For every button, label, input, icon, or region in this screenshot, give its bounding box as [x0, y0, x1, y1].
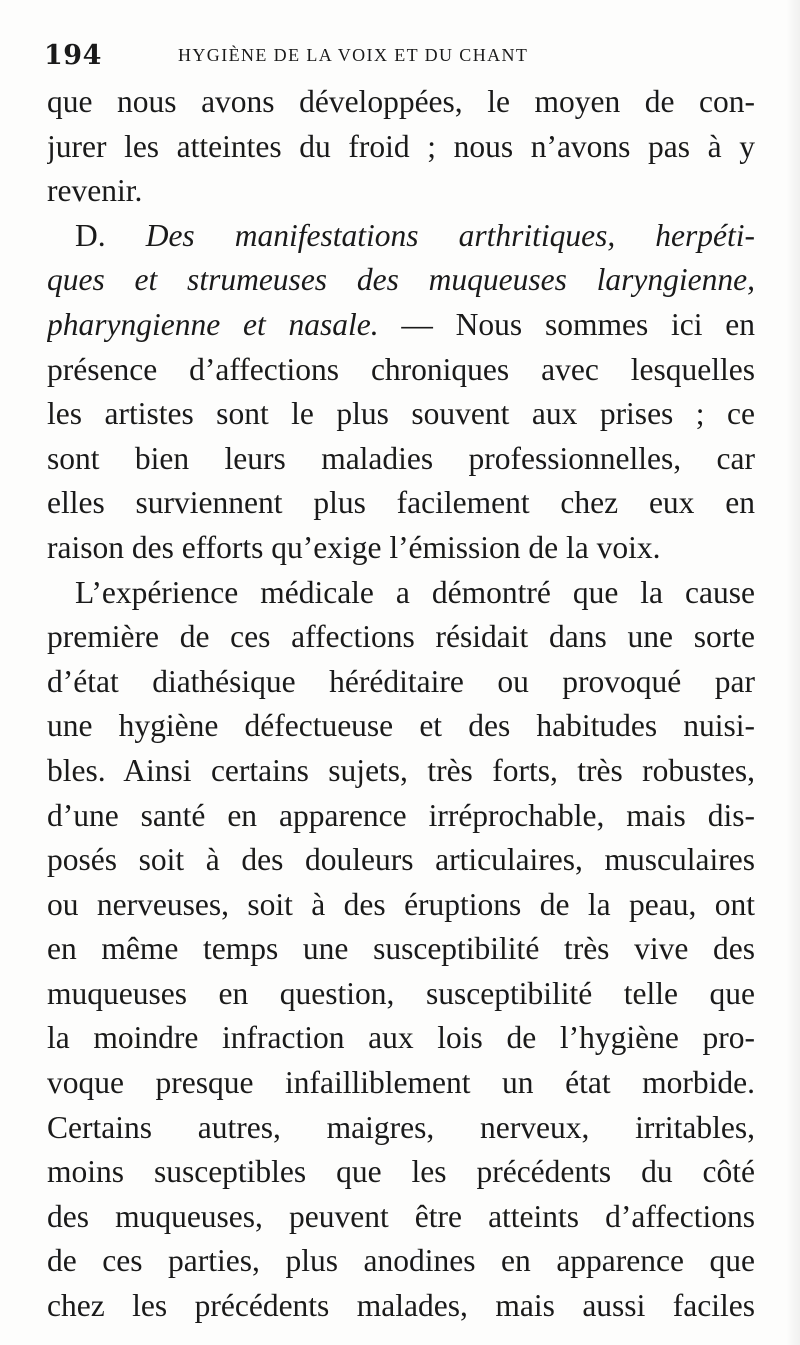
text-segment: Certains autres, maigres, nerveux, irritables, — [47, 1109, 755, 1145]
text-line — [47, 794, 755, 839]
text-segment: la moindre infraction aux lois de l’hygiène pro- — [47, 1020, 755, 1056]
text-segment: raison des efforts qu’exige l’émission de la voix. — [47, 529, 661, 565]
text-line — [47, 169, 755, 214]
text-segment: elles surviennent plus facilement chez eux en — [47, 485, 755, 521]
text-segment: d’état diathésique héréditaire ou provoqué par — [47, 663, 755, 699]
text-segment: ou nerveuses, soit à des éruptions de la peau, ont — [47, 886, 755, 922]
text-segment: que nous avons développées, le moyen de con- — [47, 84, 755, 119]
italic-text: pharyngienne et nasale. — [47, 306, 379, 342]
text-segment: posés soit à des douleurs articulaires, musculaires — [47, 842, 755, 878]
text-line — [47, 927, 755, 972]
text-segment: une hygiène défectueuse et des habitudes nuisi- — [47, 708, 755, 744]
text-line — [47, 437, 755, 482]
page-edge-shadow — [786, 0, 800, 1345]
text-segment: présence d’affections chroniques avec lesquelles — [47, 351, 755, 387]
text-line — [47, 80, 755, 125]
text-line — [47, 481, 755, 526]
text-line — [47, 1061, 755, 1106]
text-segment: revenir. — [47, 173, 143, 209]
running-header — [44, 40, 764, 76]
text-segment: bles. Ainsi certains sujets, très forts, très robustes, — [47, 752, 755, 788]
running-title: HYGIÈNE DE LA VOIX ET DU CHANT — [178, 45, 529, 65]
text-segment: première de ces affections résidait dans une sorte — [47, 619, 755, 655]
italic-text: Des manifestations arthritiques, herpéti- — [145, 217, 755, 253]
text-segment: muqueuses en question, susceptibilité telle que — [47, 975, 755, 1011]
text-line — [47, 125, 755, 170]
text-segment: — Nous sommes ici en — [378, 306, 755, 342]
text-line — [47, 1284, 755, 1329]
text-segment: moins susceptibles que les précédents du côté — [47, 1154, 755, 1190]
text-line — [47, 258, 755, 303]
text-segment: de ces parties, plus anodines en apparence que — [47, 1243, 755, 1279]
text-line — [47, 1106, 755, 1151]
text-segment: L’expérience médicale a démontré que la cause — [75, 574, 755, 610]
text-line — [47, 838, 755, 883]
text-segment: sont bien leurs maladies professionnelles, car — [47, 440, 755, 476]
text-segment: chez les précédents malades, mais aussi faciles — [47, 1288, 755, 1324]
text-segment: en même temps une susceptibilité très vive des — [47, 931, 755, 967]
text-line — [47, 972, 755, 1017]
text-segment: D. — [75, 217, 146, 253]
text-line — [47, 615, 755, 660]
text-segment: des muqueuses, peuvent être atteints d’affections — [47, 1198, 755, 1234]
text-line — [47, 883, 755, 928]
text-line — [47, 1150, 755, 1195]
text-line — [47, 526, 755, 571]
text-line — [47, 660, 755, 705]
text-line — [47, 214, 755, 259]
text-segment: jurer les atteintes du froid ; nous n’avons pas à y — [47, 128, 755, 164]
text-segment: d’une santé en apparence irréprochable, mais dis- — [47, 797, 755, 833]
text-line — [47, 303, 755, 348]
text-line — [47, 1195, 755, 1240]
text-line — [47, 348, 755, 393]
page-number: 194 — [44, 40, 102, 71]
text-line — [47, 392, 755, 437]
text-segment: les artistes sont le plus souvent aux prises ; ce — [47, 396, 755, 432]
text-line — [47, 1239, 755, 1284]
italic-text: ques et strumeuses des muqueuses laryngienne, — [47, 262, 755, 298]
body-text — [47, 80, 755, 1329]
text-line — [47, 1016, 755, 1061]
text-segment: voque presque infailliblement un état morbide. — [47, 1065, 755, 1101]
text-line — [47, 704, 755, 749]
text-line — [47, 571, 755, 616]
text-line — [47, 749, 755, 794]
